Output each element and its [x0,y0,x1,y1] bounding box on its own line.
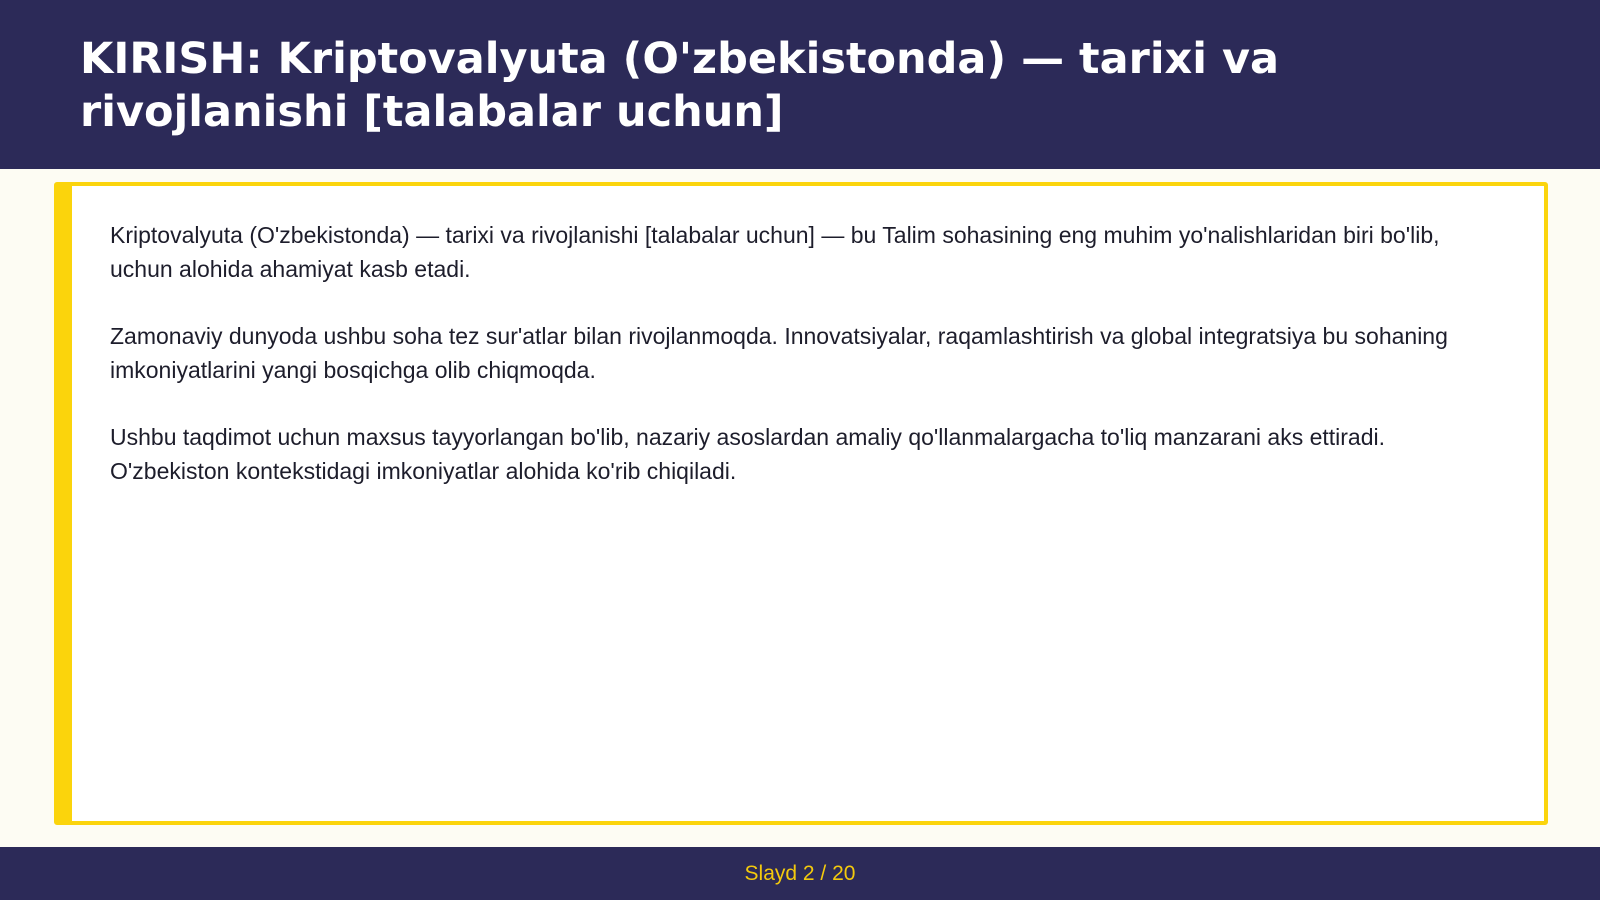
slide-footer [0,847,1600,900]
slide-header [0,0,1600,169]
paragraph-3: Ushbu taqdimot uchun maxsus tayyorlangan bo'lib, nazariy asoslardan amaliy qo'llanmalargacha to'liq manzarani aks ettiradi. O'zbekiston kontekstidagi imkoniyatlar alohida ko'rib chiqiladi. [110,424,1386,484]
slide-title: KIRISH: Kriptovalyuta (O'zbekistonda) — tarixi va rivojlanishi [talabalar uchun] [80,34,1280,137]
content-panel [54,182,1548,825]
paragraph-2: Zamonaviy dunyoda ushbu soha tez sur'atlar bilan rivojlanmoqda. Innovatsiyalar, raqamlashtirish va global integratsiya bu sohaning imkoniyatlarini yangi bosqichga olib chiqmoqda. [110,323,1448,383]
slide-counter: Slayd 2 / 20 [744,861,856,885]
paragraph-1: Kriptovalyuta (O'zbekistonda) — tarixi va rivojlanishi [talabalar uchun] — bu Talim sohasining eng muhim yo'nalishlaridan biri bo'lib, uchun alohida ahamiyat kasb etadi. [110,222,1440,282]
